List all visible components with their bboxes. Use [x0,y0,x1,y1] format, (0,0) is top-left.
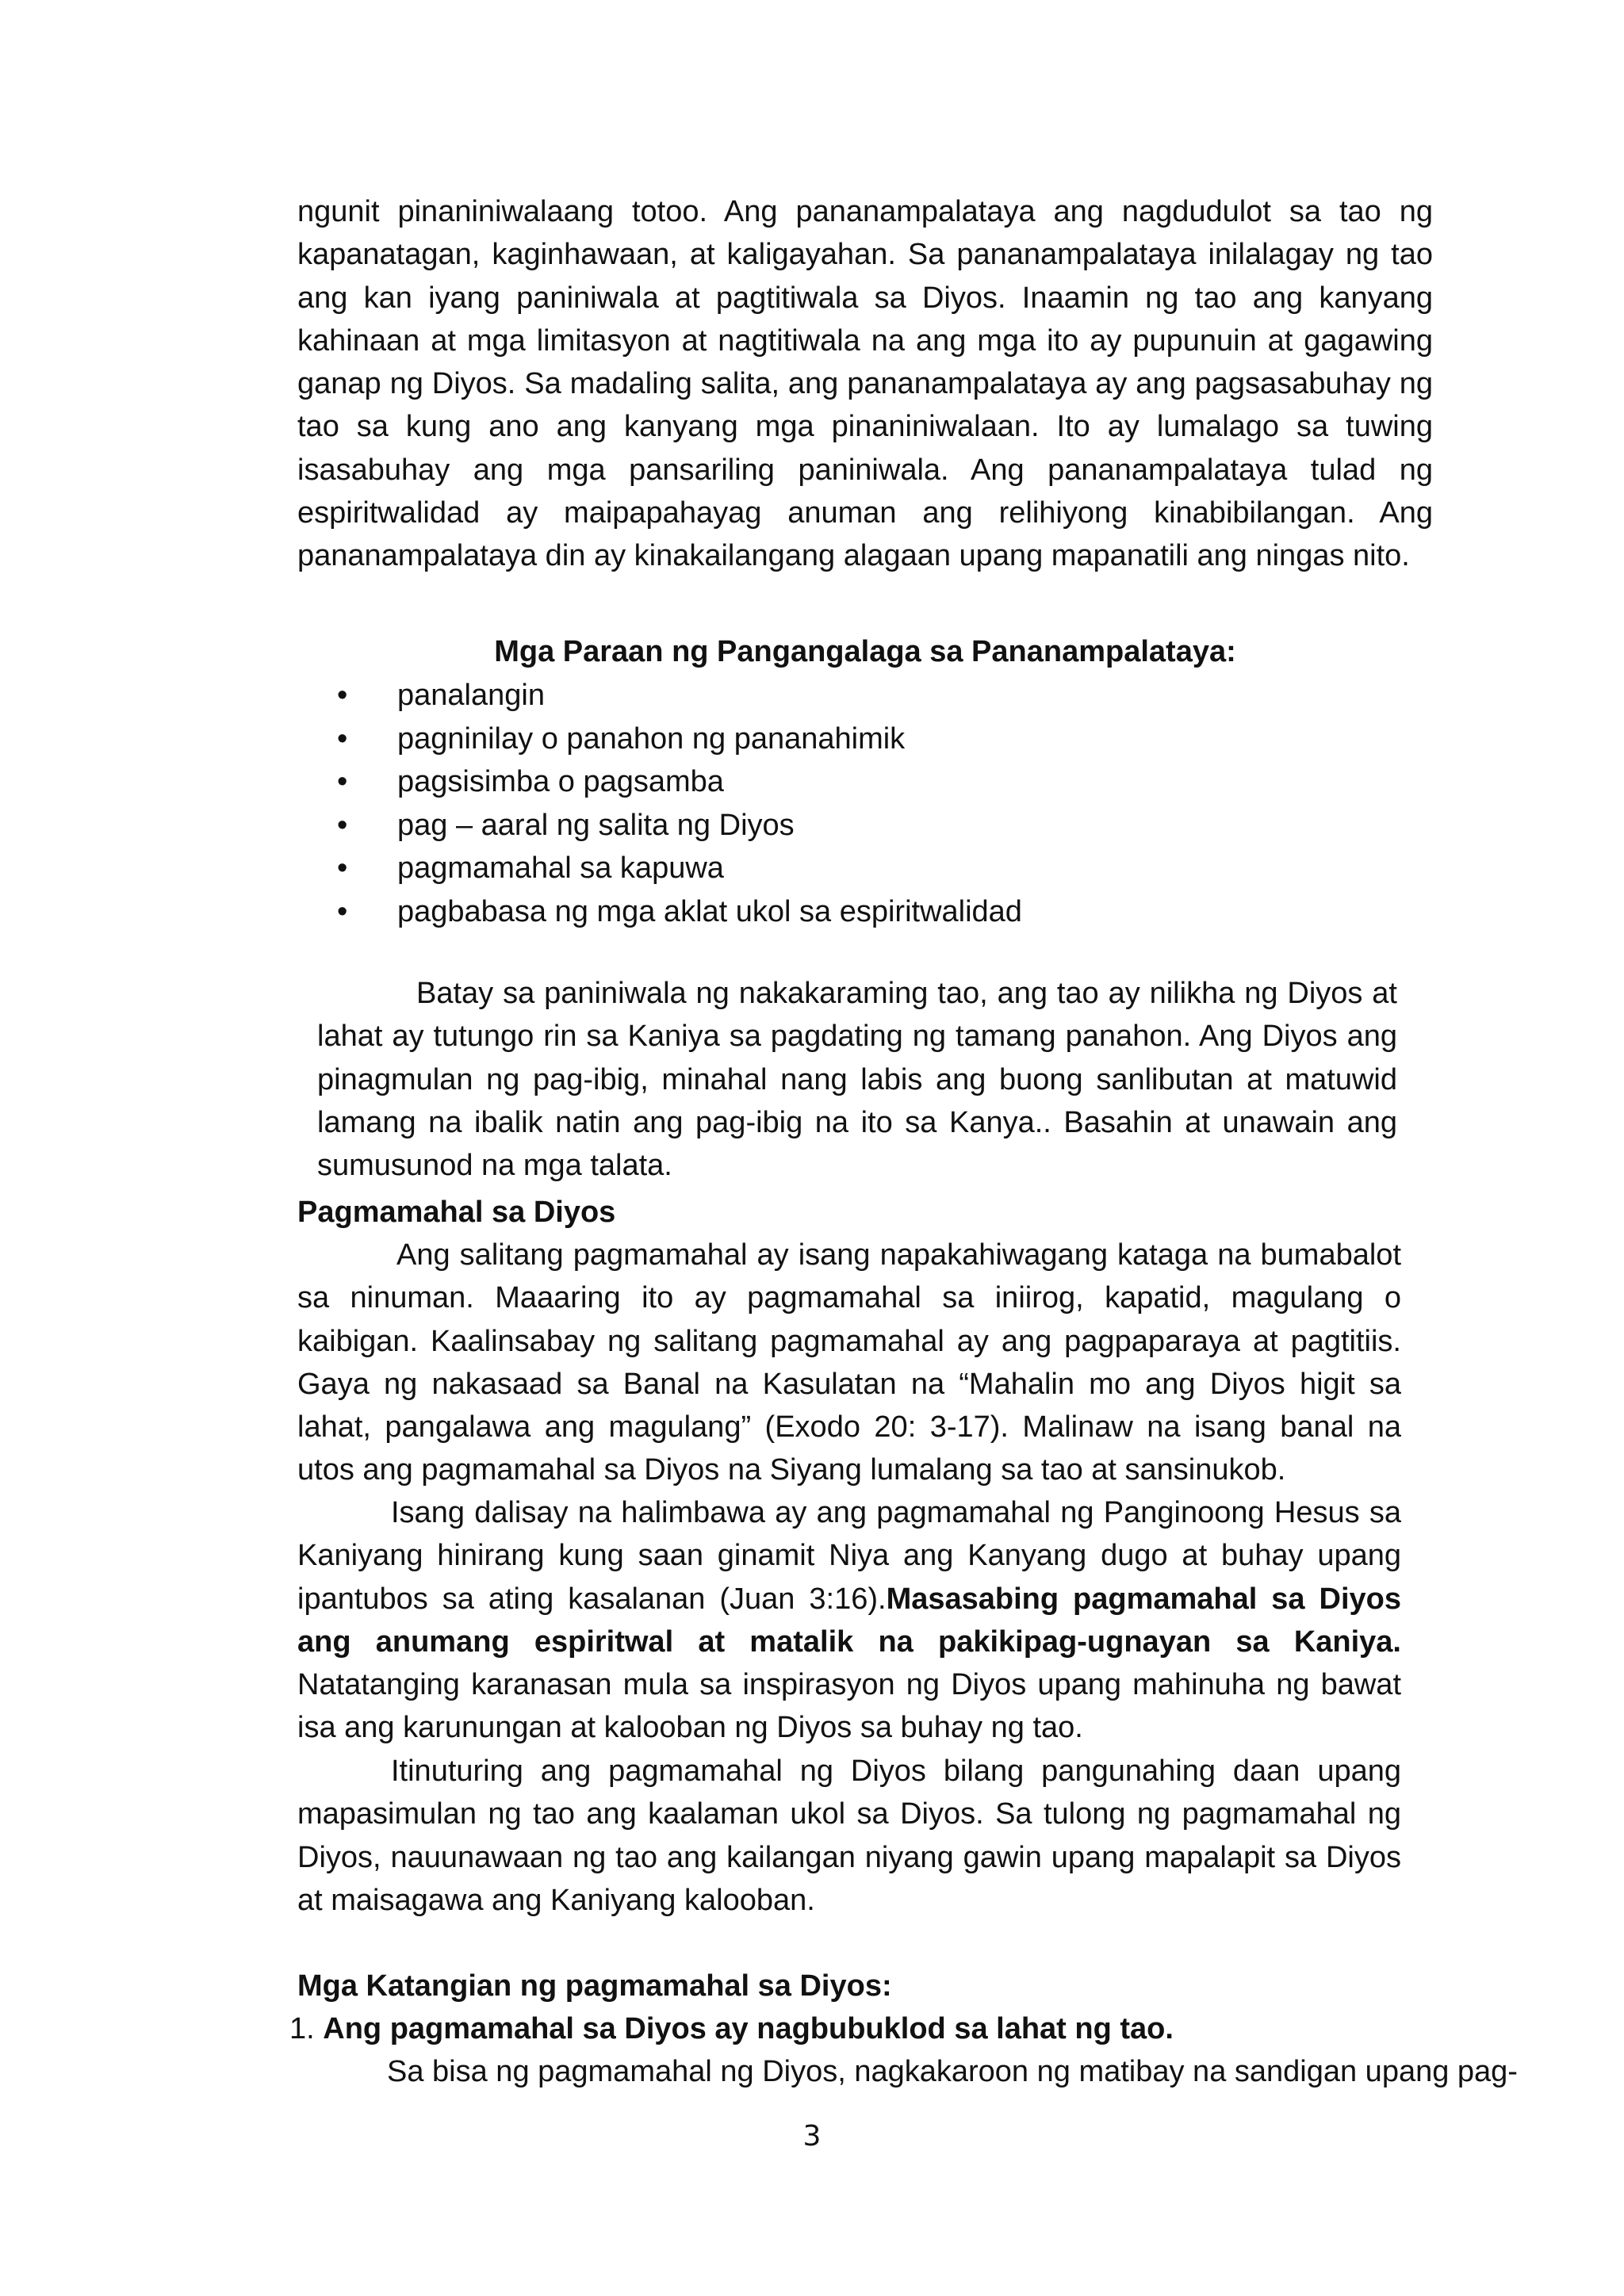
list-item: • pag – aaral ng salita ng Diyos [337,804,1022,848]
love-paragraph-3: Itinuturing ang pagmamahal ng Diyos bilang pangunahing daan upang mapasimulan ng tao ang kaalaman ukol sa Diyos. Sa tulong ng pagmamahal ng Diyos, nauunawaan ng tao ang kailangan niyang gawin upang mapalapit sa Diyos at maisagawa ang Kaniyang kalooban. [297,1755,1401,1917]
belief-paragraph: Batay sa paniniwala ng nakakaraming tao, ang tao ay nilikha ng Diyos at lahat ay tutungo rin sa Kaniya sa pagdating ng tamang panahon. Ang Diyos ang pinagmulan ng pag-ibig, minahal nang labis ang buong sanlibutan at matuwid lamang na ibalik natin ang pag-ibig na ito sa Kanya.. Basahin at unawain ang sumusunod na mga talata. [317,977,1397,1183]
love-paragraph-2 [297,1491,1401,1750]
care-methods-list [337,674,1022,933]
love-paragraph-1: Ang salitang pagmamahal ay isang napakahiwagang kataga na bumabalot sa ninuman. Maaaring ito ay pagmamahal sa iniirog, kapatid, magulang o kaibigan. Kaalinsabay ng salitang pagmamahal ay ang pagpaparaya at pagtitiis. Gaya ng nakasaad sa Banal na Kasulatan na “Mahalin mo ang Diyos higit sa lahat, pangalawa ang magulang” (Exodo 20: 3-17). Malinaw na isang banal na utos ang pagmamahal sa Diyos na Siyang lumalang sa tao at sansinukob. [297,1238,1401,1487]
page-number: 3 [802,2120,822,2152]
list-item: • pagmamahal sa kapuwa [337,847,1022,890]
love-paragraph-2-start: Isang dalisay na halimbawa ay ang pagmamahal ng Panginoong Hesus sa Kaniyang hinirang kung saan ginamit Niya ang Kanyang dugo at buhay upang ipantubos sa ating kasalanan (Juan 3:16). [297,1496,1401,1616]
list-item: • pagninilay o panahon ng pananahimik [337,718,1022,761]
trait-item-1-number: 1. [289,2012,315,2045]
list-item: • pagbabasa ng mga aklat ukol sa espiritwalidad [337,890,1022,934]
intro-paragraph: ngunit pinaniniwalaang totoo. Ang pananampalataya ang nagdudulot sa tao ng kapanatagan, kaginhawaan, at kaligayahan. Sa pananampalataya inilalagay ng tao ang kan iyang paniniwala at pagtitiwala sa Diyos. Inaamin ng tao ang kanyang kahinaan at mga limitasyon at nagtitiwala na ang mga ito ay pupunuin at gagawing ganap ng Diyos. Sa madaling salita, ang pananampalataya ay ang pagsasabuhay ng tao sa kung ano ang kanyang mga pinaniniwalaan. Ito ay lumalago sa tuwing isasabuhay ang mga pansariling paniniwala. Ang pananampalataya tulad ng espiritwalidad ay maipapahayag anuman ang relihiyong kinabibilangan. Ang pananampalataya din ay kinakailangang alagaan upang mapanatili ang ningas nito. [297,195,1433,573]
traits-heading: Mga Katangian ng pagmamahal sa Diyos: [297,1969,892,2003]
trait-item-1 [289,2007,1174,2050]
love-paragraph-2-bold: Masasabing pagmamahal sa Diyos ang anumang espiritwal at matalik na pakikipag-ugnayan sa Kaniya. [297,1582,1401,1659]
trait-item-1-title: Ang pagmamahal sa Diyos ay nagbubuklod sa lahat ng tao. [323,2012,1174,2045]
love-paragraph-2-end: Natatanging karanasan mula sa inspirasyon ng Diyos upang mahinuha ng bawat isa ang karunungan at kalooban ng Diyos sa buhay ng tao. [297,1668,1401,1745]
love-of-god-heading: Pagmamahal sa Diyos [297,1196,616,1229]
care-methods-heading: Mga Paraan ng Pangangalaga sa Pananampalataya: [494,635,1236,668]
list-item: • panalangin [337,674,1022,718]
trait-item-1-body: Sa bisa ng pagmamahal ng Diyos, nagkakaroon ng matibay na sandigan upang pag- [387,2055,1518,2088]
list-item: • pagsisimba o pagsamba [337,760,1022,804]
